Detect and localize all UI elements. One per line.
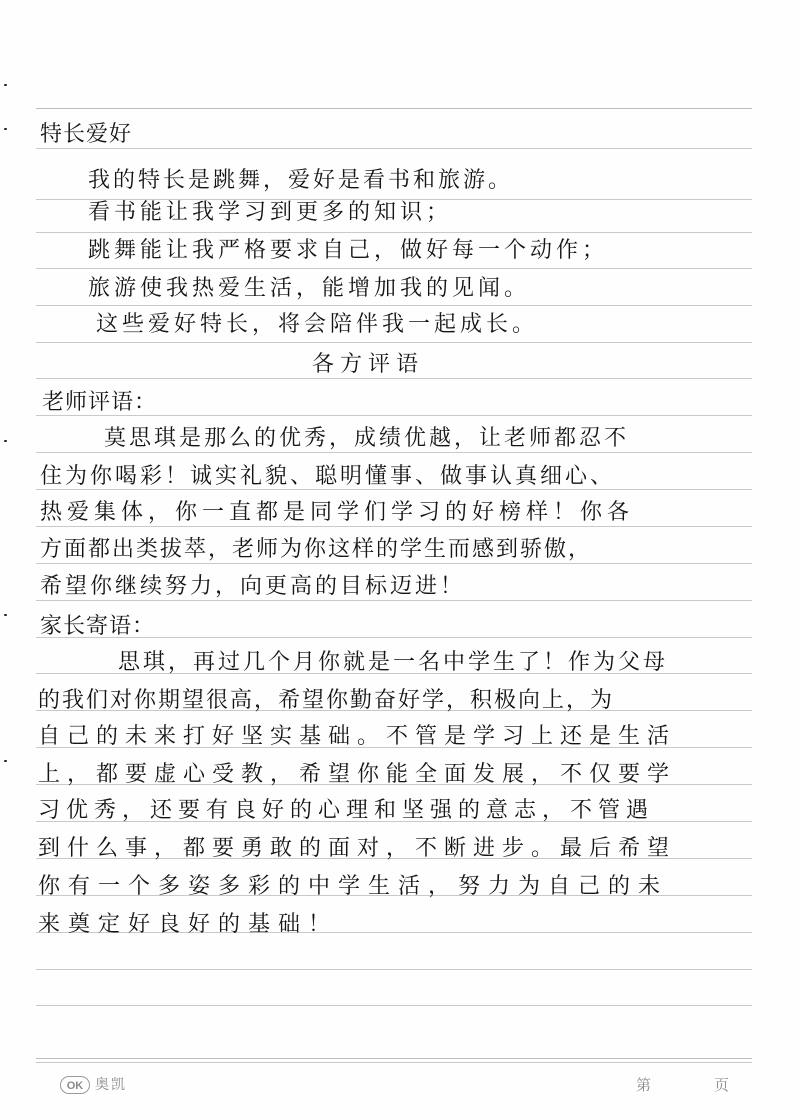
page-number-label-di: 第	[636, 1076, 652, 1094]
parent-line: 到什么事，都要勇敢的面对，不断进步。最后希望	[38, 836, 677, 861]
ruled-line	[36, 305, 752, 306]
binding-mark	[4, 760, 7, 762]
ruled-line	[36, 342, 752, 343]
comments-title: 各方评语	[312, 352, 425, 377]
binding-mark	[4, 614, 7, 616]
hobby-line: 我的特长是跳舞，爱好是看书和旅游。	[88, 168, 514, 193]
ruled-line	[36, 268, 752, 269]
parent-line: 你有一个多姿多彩的中学生活，努力为自己的未	[38, 874, 669, 899]
brand-name: 奥凯	[95, 1077, 127, 1093]
bottom-rule	[36, 1058, 752, 1059]
page-number-label-ye: 页	[714, 1076, 730, 1094]
ruled-line	[36, 1005, 752, 1006]
bottom-rule-inner	[36, 1062, 752, 1063]
parent-line: 来奠定好良好的基础！	[38, 912, 339, 937]
parent-line: 自己的未来打好坚实基础。不管是学习上还是生活	[38, 724, 677, 749]
page-footer	[0, 1068, 800, 1108]
brand-logo-icon: OK	[60, 1076, 90, 1094]
ruled-line	[36, 969, 752, 970]
parent-line: 上，都要虚心受教，希望你能全面发展，不仅要学	[38, 762, 677, 787]
top-rule	[36, 108, 752, 109]
parent-line: 思琪，再过几个月你就是一名中学生了！作为父母	[118, 650, 669, 675]
ruled-line	[36, 232, 752, 233]
parent-line: 的我们对你期望很高，希望你勤奋好学，积极向上，为	[38, 688, 615, 713]
ruled-line	[36, 148, 752, 149]
parent-label: 家长寄语：	[40, 614, 156, 639]
teacher-line: 莫思琪是那么的优秀，成绩优越，让老师都忍不	[104, 426, 630, 451]
binding-mark	[4, 440, 7, 442]
teacher-label: 老师评语：	[42, 390, 158, 415]
teacher-line: 热爱集体，你一直都是同学们学习的好榜样！你各	[40, 500, 635, 525]
parent-line: 习优秀，还要有良好的心理和坚强的意志，不管遇	[38, 798, 655, 823]
teacher-line: 住为你喝彩！诚实礼貌、聪明懂事、做事认真细心、	[40, 464, 616, 489]
hobby-line: 旅游使我热爱生活，能增加我的见闻。	[88, 276, 531, 301]
hobby-line: 这些爱好特长，将会陪伴我一起成长。	[96, 312, 539, 337]
hobby-line: 跳舞能让我严格要求自己，做好每一个动作；	[88, 238, 609, 263]
hobby-heading: 特长爱好	[40, 122, 133, 147]
hobby-line: 看书能让我学习到更多的知识；	[88, 200, 453, 225]
teacher-line: 方面都出类拔萃，老师为你这样的学生而感到骄傲，	[40, 537, 593, 562]
teacher-line: 希望你继续努力，向更高的目标迈进！	[40, 574, 466, 599]
binding-mark	[4, 128, 7, 130]
binding-mark	[4, 84, 7, 86]
